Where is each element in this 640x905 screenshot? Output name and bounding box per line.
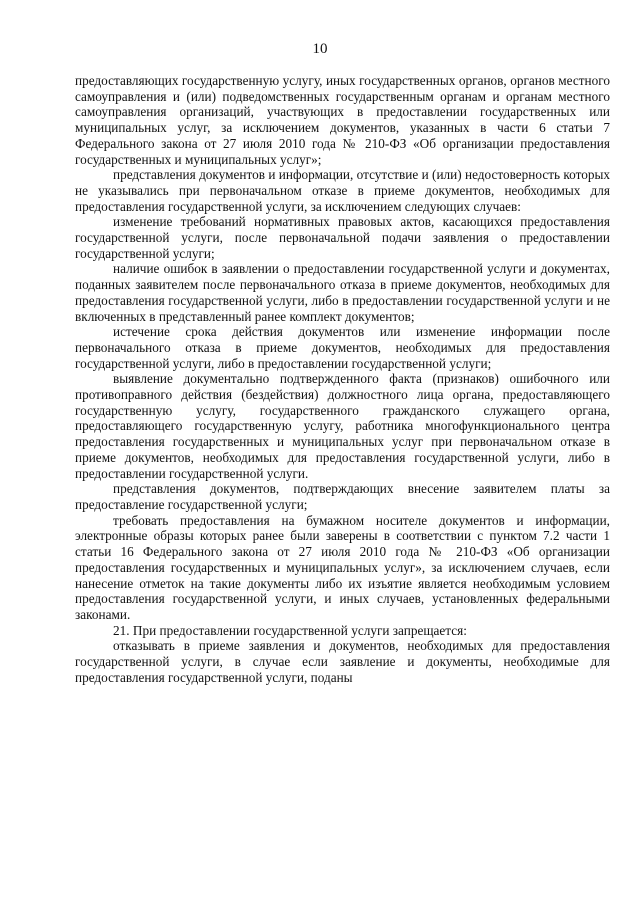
paragraph: требовать предоставления на бумажном носителе документов и информации, электронные образы которых ранее были заверены в соответствии с пунктом 7.2 части 1 статьи 16 Федерального закона от 27 июля 2010 года № 210-ФЗ «Об организации предоставления государственных и муниципальных услуг», за исключением случаев, если нанесение отметок на такие документы либо их изъятие является необходимым условием предоставления государственной услуги, и иных случаев, установленных федеральными законами.: [75, 512, 610, 622]
paragraph: представления документов и информации, отсутствие и (или) недостоверность которых не указывались при первоначальном отказе в приеме документов, необходимых для предоставления государственной услуги, за исключением следующих случаев:: [75, 167, 610, 214]
page-number: 10: [312, 41, 328, 57]
paragraph: отказывать в приеме заявления и документов, необходимых для предоставления государственной услуги, в случае если заявление и документы, необходимые для предоставления государственной услуги, поданы: [75, 638, 610, 685]
paragraph: предоставляющих государственную услугу, иных государственных органов, органов местного самоуправления и (или) подведомственных государственным органам и органам местного самоуправления организаций, участвующих в предоставлении государственных или муниципальных услуг, за исключением документов, указанных в части 6 статьи 7 Федерального закона от 27 июля 2010 года № 210-ФЗ «Об организации предоставления государственных и муниципальных услуг»;: [75, 73, 610, 167]
paragraph: представления документов, подтверждающих внесение заявителем платы за предоставление государственной услуги;: [75, 481, 610, 512]
paragraph: наличие ошибок в заявлении о предоставлении государственной услуги и документах, поданных заявителем после первоначального отказа в приеме документов, необходимых для предоставления государственной услуги, либо в предоставлении государственной услуги и не включенных в представленный ранее комплект документов;: [75, 261, 610, 324]
paragraph: 21. При предоставлении государственной услуги запрещается:: [113, 622, 467, 638]
paragraph: изменение требований нормативных правовых актов, касающихся предоставления государственной услуги, после первоначальной подачи заявления о предоставлении государственной услуги;: [75, 214, 610, 261]
body-text: [75, 73, 610, 685]
paragraph: истечение срока действия документов или изменение информации после первоначального отказа в приеме документов, необходимых для предоставления государственной услуги, либо в предоставлении государственной услуги;: [75, 324, 610, 371]
paragraph: выявление документально подтвержденного факта (признаков) ошибочного или противоправного действия (бездействия) должностного лица органа, предоставляющего государственную услугу, государственного гражданского служащего органа, предоставляющего государственную услугу, работника многофункционального центра предоставления государственных и муниципальных услуг при первоначальном отказе в приеме документов, необходимых для предоставления государственной услуги, либо в предоставлении государственной услуги.: [75, 371, 610, 481]
